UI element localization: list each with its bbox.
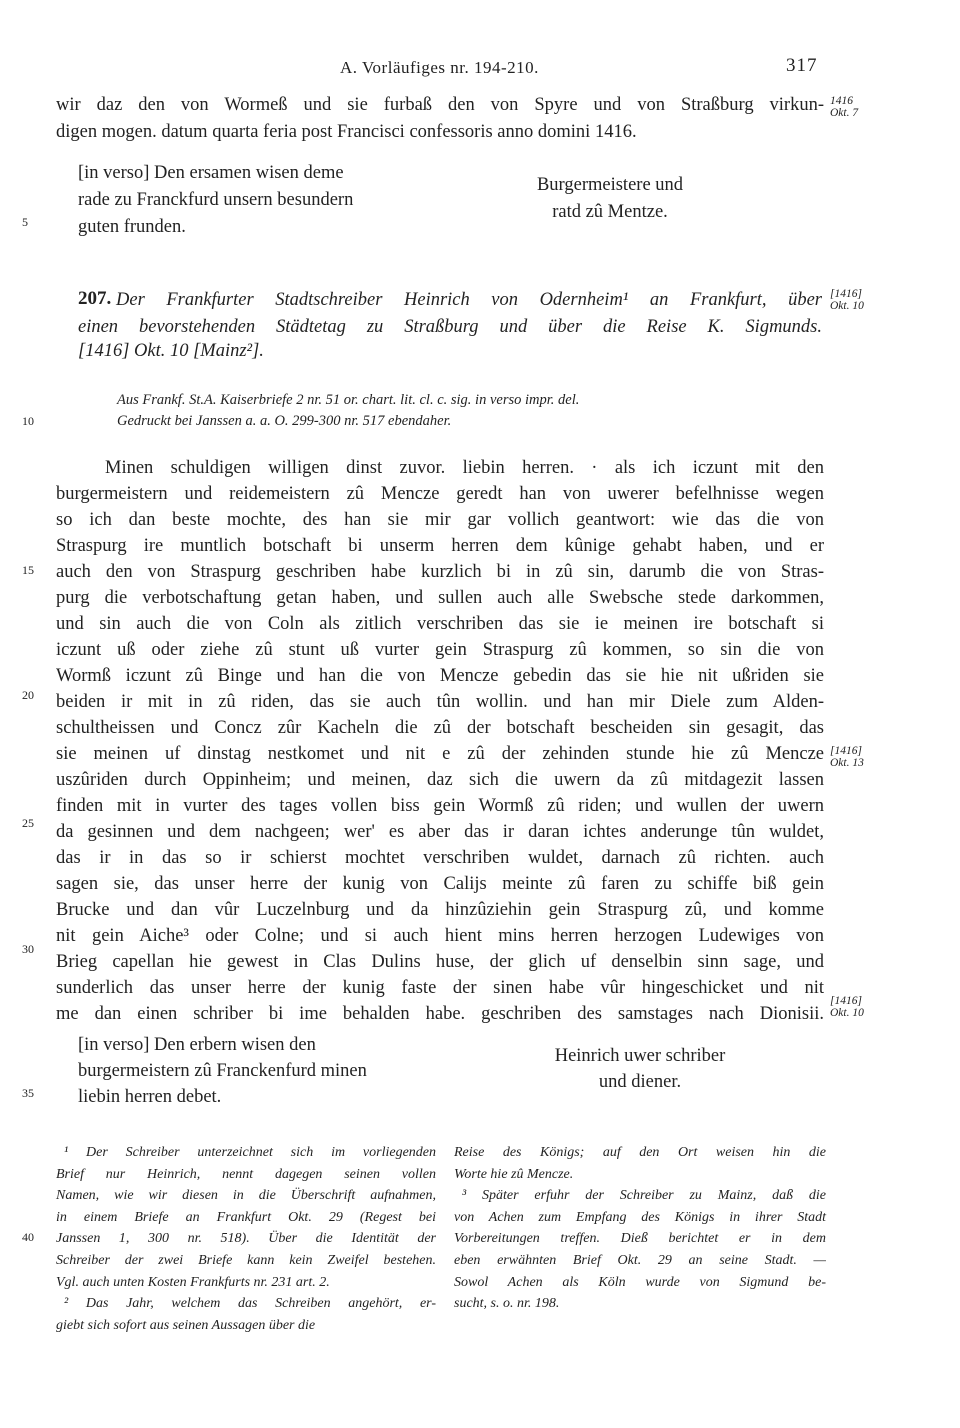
body-line: finden mit in vurter des tages vollen biss gein Wormß zû riden; und wullen der uwern <box>56 796 824 816</box>
verso-address <box>78 1032 367 1110</box>
line-number: 25 <box>22 816 34 830</box>
margin-date-note: [1416] Okt. 13 <box>830 745 864 769</box>
footnote-line: sucht, s. o. nr. 198. <box>454 1296 560 1312</box>
footnote-line: Vgl. auch unten Kosten Frankfurts nr. 231 art. 2. <box>56 1274 330 1290</box>
verso-line: [in verso] Den erbern wisen den <box>78 1035 316 1055</box>
body-line: da gesinnen und dem nachgeen; wer' es aber das ir daran ichtes anderunge tûn wuldet, <box>56 822 824 842</box>
line-number: 35 <box>22 1086 34 1100</box>
footnote-line: giebt sich sofort aus seinen Aussagen über die <box>56 1317 316 1333</box>
footnote-line: in einem Briefe an Frankfurt Okt. 29 (Regest bei <box>56 1209 436 1225</box>
sender-signature: Burgermeistere und ratd zû Mentze. <box>536 175 684 222</box>
body-line: purg die verbotschaftung getan haben, und sullen auch alle Swebsche stede darkommen, <box>56 588 824 608</box>
body-line: und sin auch die von Coln als zitlich verschriben das sie ie meinen ire botschaft si <box>56 614 824 634</box>
margin-date-note: [1416] Okt. 10 <box>830 995 864 1019</box>
verso-line: guten frunden. <box>78 217 186 237</box>
line-number: 40 <box>22 1230 34 1244</box>
verso-address <box>78 160 353 241</box>
margin-date-note: 1416 Okt. 7 <box>830 95 859 119</box>
body-line: sunderlich das unser herre der kunig faste der sinen habe vûr hingeschicket und nit <box>56 978 824 998</box>
line-number: 5 <box>22 215 28 229</box>
footnote-line: Janssen 1, 300 nr. 518). Über die Identität der <box>56 1231 436 1247</box>
body-line: beiden ir mit in zû riden, das sie auch tûn wollin. und han mir Diele zum Alden- <box>56 692 824 712</box>
body-line: Minen schuldigen willigen dinst zuvor. liebin herren. · als ich iczunt mit den <box>105 458 824 478</box>
line-number: 20 <box>22 688 34 702</box>
footnote-line: eben erwähnten Brief Okt. 29 an seine Stadt. — <box>454 1252 826 1268</box>
body-line: Straspurg ire muntlich botschaft bi unserm herren dem kûnige gehabt haben, und er <box>56 536 824 556</box>
body-line: so ich dan beste mochte, des han sie mir gar vollich geantwort: wie das die von <box>56 510 824 530</box>
page-number: 317 <box>786 55 818 76</box>
running-header-title: A. Vorläufiges nr. 194-210. <box>340 58 539 77</box>
source-note: Gedruckt bei Janssen a. a. O. 299-300 nr. 517 ebendaher. <box>117 413 452 429</box>
body-line: me dan einen schriber bi ime behalden habe. geschriben des samstages nach Dionisii. <box>56 1004 824 1024</box>
body-line: nit gein Aiche³ oder Colne; und si auch hient mins herren herzogen Ludewiges von <box>56 926 824 946</box>
line-number: 30 <box>22 942 34 956</box>
footnote-line: Sowol Achen als Köln wurde von Sigmund be- <box>454 1274 826 1290</box>
footnote-line: Reise des Königs; auf den Ort weisen hin die <box>454 1145 826 1160</box>
body-line: Brieg capellan hie gewest in Clas Dulins huse, der glich uf denselbin sinn sage, und <box>56 952 824 972</box>
verso-line: rade zu Franckfurd unsern besundern <box>78 190 354 210</box>
body-line: schultheissen und Concz zûr Kacheln die zû der botschaft bescheiden sin gesagit, das <box>56 718 824 738</box>
verso-line: burgermeistern zû Franckenfurd minen <box>78 1061 367 1081</box>
footnote-line: ¹ Der Schreiber unterzeichnet sich im vorliegenden <box>64 1145 436 1160</box>
body-line: sagen sie, das unser herre der kunig von Calijs meinte zû faren zu schiffe biß gein <box>56 874 824 894</box>
line-number: 15 <box>22 563 34 577</box>
footnotes-left-column <box>56 1142 436 1336</box>
text-line: digen mogen. datum quarta feria post Francisci confessoris anno domini 1416. <box>56 122 637 142</box>
body-line: Brucke und dan vûr Luczelnburg und da hinzûziehin gein Straspurg zû, und komme <box>56 900 824 920</box>
footnote-line: Schreiber der zwei Briefe kann kein Zweifel bestehen. <box>56 1252 436 1268</box>
body-line: iczunt uß oder ziehe zû stunt uß vurter gein Straspurg zû kommen, so sin die von <box>56 640 824 660</box>
body-line: das ir in das so ir schierst mochtet verschriben wuldet, darnach zû richten. auch <box>56 848 824 868</box>
line-number: 10 <box>22 414 34 428</box>
body-line: auch den von Straspurg geschriben habe kurzlich bi in zû sin, darumb die von Stras- <box>56 562 824 582</box>
footnotes-right-column <box>454 1142 826 1315</box>
footnote-line: Namen, wie wir diesen in die Überschrift aufnahmen, <box>56 1188 436 1204</box>
footnote-line: Worte hie zû Mencze. <box>454 1166 574 1182</box>
verso-line: [in verso] Den ersamen wisen deme <box>78 163 344 183</box>
body-line: uszûriden durch Oppinheim; und meinen, daz sich die uwern da zû mitdagezit lassen <box>56 770 824 790</box>
footnote-line: von Achen zum Empfang des Königs in ihrer Stadt <box>454 1209 826 1225</box>
entry-heading-line: [1416] Okt. 10 [Mainz²]. <box>78 341 264 361</box>
sender-signature: Heinrich uwer schriber und diener. <box>554 1046 726 1092</box>
entry-heading-line: einen bevorstehenden Städtetag zu Straßburg und über die Reise K. Sigmunds. <box>78 317 822 337</box>
footnote-line: Brief nur Heinrich, nennt dagegen seinen vollen <box>56 1166 436 1182</box>
entry-heading-line: Der Frankfurter Stadtschreiber Heinrich von Odernheim¹ an Frankfurt, über <box>116 290 822 310</box>
entry-number: 207. <box>78 288 112 309</box>
footnote-line: ³ Später erfuhr der Schreiber zu Mainz, daß die <box>462 1188 826 1204</box>
source-note: Aus Frankf. St.A. Kaiserbriefe 2 nr. 51 or. chart. lit. cl. c. sig. in verso impr. del. <box>117 392 580 408</box>
footnote-line: ² Das Jahr, welchem das Schreiben angehört, er- <box>64 1296 436 1312</box>
text-line: wir daz den von Wormeß und sie furbaß den von Spyre und von Straßburg virkun- <box>56 95 824 115</box>
body-line: burgermeistern und reidemeistern zû Mencze geredt han von uwerer befelhnisse wegen <box>56 484 824 504</box>
body-line: Wormß iczunt zû Binge und han die von Mencze gebedin das sie hie nit ußriden sie <box>56 666 824 686</box>
footnote-line: Vorbereitungen treffen. Dieß berichtet er in dem <box>454 1231 826 1247</box>
margin-date-note: [1416] Okt. 10 <box>830 288 864 312</box>
body-line: sie meinen uf dinstag nestkomet und nit e zû der zehinden stunde hie zû Mencze <box>56 744 824 764</box>
verso-line: liebin herren debet. <box>78 1087 222 1107</box>
